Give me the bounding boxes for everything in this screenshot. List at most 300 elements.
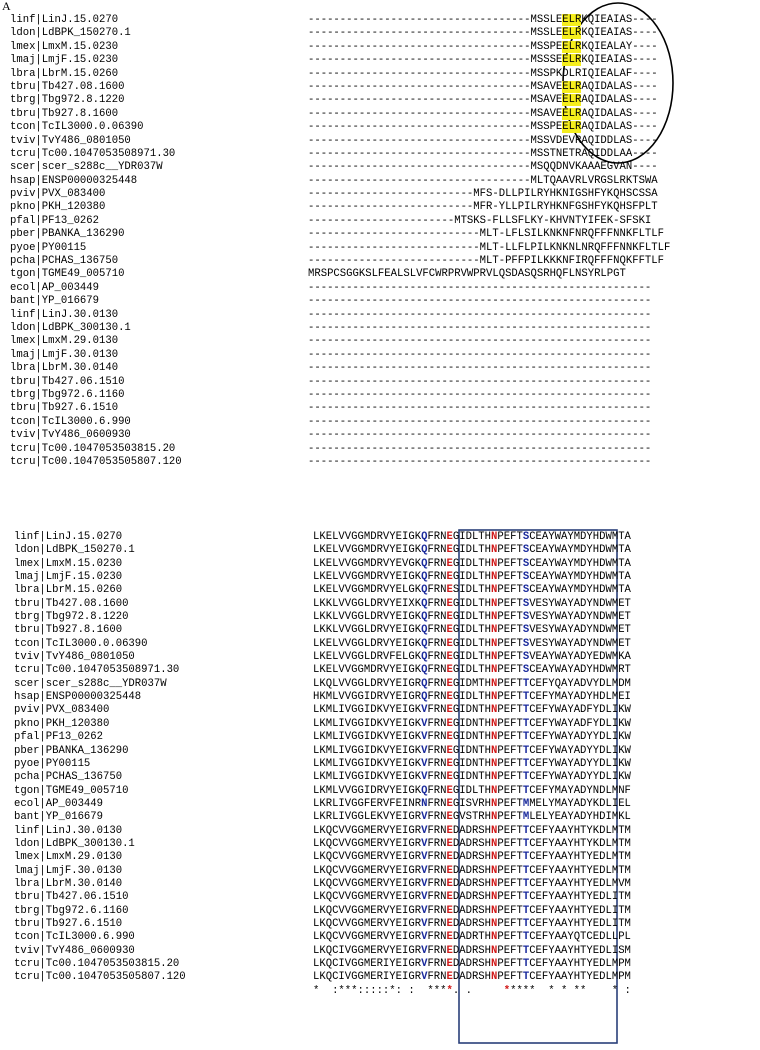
highlighted-residues: T — [522, 731, 530, 744]
highlighted-residues: N — [491, 704, 498, 717]
highlighted-residues: Q — [421, 584, 428, 597]
residues: LKQCVVGGMERVYEIGR — [313, 877, 422, 890]
residues: -----------------------MTSKS-FLLSFLKY-KHVNTYIFEK-SFSKI — [308, 214, 652, 227]
sequence-id: lmaj|LmjF.30.0130 — [14, 864, 123, 877]
sequence-residues — [308, 282, 651, 295]
sequence-residues — [313, 611, 631, 624]
residues: GIDLTH — [452, 611, 492, 624]
highlighted-residues: V — [421, 731, 428, 744]
alignment-row — [0, 14, 760, 27]
highlighted-residues: V — [421, 824, 428, 837]
sequence-residues — [308, 175, 658, 188]
consensus-mark: * — [446, 984, 453, 997]
residues: ------------------------------------------------------ — [308, 388, 652, 401]
residues: ------------------------------------------------------ — [308, 362, 652, 375]
sequence-id: tviv|TvY486_0600930 — [14, 944, 135, 957]
highlighted-residues: N — [491, 757, 498, 770]
residues: LKRLIVGGFERVFEINR — [313, 797, 422, 810]
highlighted-residues: E — [446, 958, 453, 970]
highlighted-residues: V — [421, 891, 428, 904]
alignment-row — [0, 945, 760, 958]
residues: DADRSH — [452, 837, 492, 850]
highlighted-residues: T — [522, 784, 530, 797]
residues: LKQCIVGGMERIYEIGR — [313, 958, 422, 970]
highlighted-residues: N — [491, 958, 498, 970]
alignment-row — [0, 429, 760, 442]
residues: PEFT — [497, 944, 523, 957]
residues: FRN — [427, 931, 447, 944]
residues: FRN — [427, 837, 447, 850]
residues: FRN — [427, 958, 447, 970]
sequence-id: lmaj|LmjF.30.0130 — [10, 348, 119, 361]
highlighted-residues: T — [522, 837, 530, 850]
highlighted-residues: N — [421, 797, 428, 810]
sequence-id: pyoe|PY00115 — [10, 241, 87, 254]
residues: VESYWAYADYNDWMET — [529, 611, 631, 624]
sequence-id: tbrg|Tbg972.8.1220 — [14, 611, 129, 624]
residues: CEFYQAYADVYDLMDM — [529, 677, 631, 690]
residues: PEFT — [497, 624, 523, 637]
alignment-row — [0, 624, 760, 637]
highlighted-residues: N — [491, 877, 498, 890]
highlighted-residues: T — [522, 971, 530, 984]
highlighted-residues: E — [446, 877, 453, 890]
residues: ------------------------------------------------------ — [308, 415, 652, 428]
alignment-row — [0, 558, 760, 571]
sequence-residues — [313, 624, 631, 637]
highlighted-residues: N — [491, 624, 498, 637]
sequence-id: lmaj|LmjF.15.0230 — [10, 54, 119, 67]
residues: LKQCIVGGMERIYEIGR — [313, 971, 422, 984]
residues: FRN — [427, 851, 447, 864]
sequence-id: tgon|TGME49_005710 — [10, 268, 125, 281]
sequence-residues — [313, 785, 631, 798]
alignment-row — [0, 443, 760, 456]
highlighted-residues: Q — [421, 651, 428, 664]
sequence-id: scer|scer_s288c__YDR037W — [10, 161, 163, 174]
sequence-id: lbra|LbrM.30.0140 — [10, 362, 119, 375]
alignment-row — [0, 108, 760, 121]
residues: CEFYWAYADYYDLIKW — [529, 771, 631, 784]
highlighted-residues: E — [446, 571, 453, 584]
residues: GIDLTH — [452, 691, 492, 704]
sequence-id: ecol|AP_003449 — [14, 797, 104, 810]
residues: DADRSH — [452, 904, 492, 917]
residues: FRN — [427, 944, 447, 957]
residues: FRN — [427, 624, 447, 637]
residues: LKQCVVGGMERVYEIGR — [313, 931, 422, 944]
sequence-residues — [313, 931, 631, 944]
residues: --------------------------MFS-DLLPILRYHKNIGSHFYKQHSCSSA — [308, 188, 658, 201]
residues: PEFT — [497, 824, 523, 837]
highlighted-residues: E — [446, 771, 453, 784]
residues: FRN — [427, 637, 447, 650]
sequence-id: lmex|LmxM.15.0230 — [10, 40, 119, 53]
highlighted-residues: Q — [421, 624, 428, 637]
residues: GIDLTH — [452, 531, 492, 543]
alignment-row — [0, 971, 760, 984]
sequence-id: pcha|PCHAS_136750 — [10, 255, 119, 268]
highlighted-residues: N — [491, 837, 498, 850]
panel-label: A — [2, 0, 11, 13]
residues: FRN — [427, 971, 447, 984]
sequence-id: tbrg|Tbg972.8.1220 — [10, 94, 125, 107]
highlighted-residues: S — [522, 664, 530, 677]
highlighted-residues: N — [491, 944, 498, 957]
consensus-symbols — [313, 985, 631, 998]
residues: PEFT — [497, 611, 523, 624]
sequence-id: ecol|AP_003449 — [10, 281, 100, 294]
residues: PEFT — [497, 877, 523, 890]
sequence-residues — [308, 242, 670, 255]
highlighted-residues: T — [522, 864, 530, 877]
highlighted-residues: N — [491, 531, 498, 543]
highlighted-residues: V — [421, 771, 428, 784]
highlighted-residues: Q — [421, 531, 428, 543]
highlighted-residues: N — [491, 664, 498, 677]
sequence-id: ldon|LdBPK_300130.1 — [10, 321, 131, 334]
sequence-id: pfal|PF13_0262 — [10, 214, 100, 227]
highlighted-residues: T — [522, 717, 530, 730]
sequence-residues — [313, 584, 631, 597]
alignment-row — [0, 228, 760, 241]
residues: PEFT — [497, 571, 523, 584]
residues: -----------------------------------MSSPE — [308, 121, 563, 134]
highlighted-residues: E — [446, 731, 453, 744]
residues: KQIEAIAS---- — [581, 54, 658, 67]
highlighted-residues: E — [446, 704, 453, 717]
sequence-residues — [313, 745, 631, 758]
residues: PEFT — [497, 557, 523, 570]
sequence-id: tcon|TcIL3000.6.990 — [10, 415, 131, 428]
residues: LKKLVVGGLDRVYEIGK — [313, 611, 422, 624]
residues: ------------------------------------------------------ — [308, 281, 652, 294]
sequence-residues — [308, 295, 651, 308]
alignment-row — [0, 798, 760, 811]
alignment-row — [0, 758, 760, 771]
highlighted-residues: S — [522, 597, 530, 610]
residues: CEFYAAYHTYEDLMTM — [529, 864, 631, 877]
highlighted-residues: E — [446, 864, 453, 877]
sequence-residues — [313, 664, 631, 677]
highlighted-residues: E — [446, 611, 453, 624]
residues: FRN — [427, 691, 447, 704]
alignment-row — [0, 584, 760, 597]
highlighted-residues: N — [491, 824, 498, 837]
residues: GIDNTH — [452, 717, 492, 730]
sequence-id: pber|PBANKA_136290 — [14, 744, 129, 757]
residues: FRN — [427, 544, 447, 557]
highlighted-residues: T — [522, 771, 530, 784]
highlighted-residues: N — [491, 971, 498, 984]
sequence-residues — [308, 268, 626, 281]
residues: ------------------------------------------------------ — [308, 455, 652, 468]
highlighted-residues: T — [522, 917, 530, 930]
sequence-residues — [308, 108, 658, 121]
residues: SIDLTH — [452, 584, 492, 597]
residues: ------------------------------------------------------ — [308, 442, 652, 455]
residues: FRN — [427, 864, 447, 877]
residues: LKELVVGGMDRVYEIGK — [313, 544, 422, 557]
residues: KQIEALAY---- — [581, 40, 658, 53]
highlighted-residues: Q — [421, 571, 428, 584]
sequence-residues — [313, 718, 631, 731]
residues: FRN — [427, 597, 447, 610]
residues: CEAYWAYMDYHDWMTA — [529, 531, 631, 543]
residues: FRN — [427, 877, 447, 890]
residues: ---------------------------MLT-LLFLPILKNKNLNRQFFFNNKFLTLF — [308, 241, 671, 254]
highlighted-residues: ELR — [562, 40, 582, 53]
residues: LKELVVGGLDRVYEIGK — [313, 637, 422, 650]
residues: ------------------------------------------------------ — [308, 321, 652, 334]
residues: CEFYAAYHTYEDLMPM — [529, 958, 631, 970]
residues: PEFT — [497, 904, 523, 917]
highlighted-residues: S — [522, 651, 530, 664]
alignment-row — [0, 544, 760, 557]
sequence-residues — [313, 758, 631, 771]
residues: -----------------------------------MSSSE — [308, 54, 563, 67]
highlighted-residues: V — [421, 931, 428, 944]
highlighted-residues: S — [522, 571, 530, 584]
alignment-block-1 — [0, 14, 760, 469]
highlighted-residues: N — [491, 637, 498, 650]
sequence-id: tcon|TcIL3000.0.06390 — [10, 121, 144, 134]
sequence-id: ldon|LdBPK_300130.1 — [14, 837, 135, 850]
residues: GIDLTH — [452, 664, 492, 677]
sequence-residues — [308, 443, 651, 456]
sequence-id: scer|scer_s288c__YDR037W — [14, 677, 167, 690]
sequence-residues — [308, 81, 658, 94]
residues: LKQLVVGGLDRVYEIGR — [313, 677, 422, 690]
sequence-id: tbru|Tb427.08.1600 — [10, 80, 125, 93]
residues: HKMLVVGGIDRVYEIGR — [313, 691, 422, 704]
sequence-id: pviv|PVX_083400 — [10, 188, 106, 201]
highlighted-residues: V — [421, 837, 428, 850]
alignment-row — [0, 598, 760, 611]
highlighted-residues: E — [446, 544, 453, 557]
residues: GISVRH — [452, 797, 492, 810]
residues: MRSPCSGGKSLFEALSLVFCWRPRVWPRVLQSDASQSRHQFLNSYRLPGT — [308, 268, 626, 281]
residues: FRN — [427, 744, 447, 757]
sequence-id: tcon|TcIL3000.0.06390 — [14, 637, 148, 650]
sequence-residues — [313, 704, 631, 717]
highlighted-residues: E — [446, 811, 453, 824]
residues: -----------------------------------MSAVE — [308, 94, 563, 107]
alignment-row — [0, 838, 760, 851]
residues: FRN — [427, 784, 447, 797]
alignment-row — [0, 255, 760, 268]
sequence-residues — [313, 798, 631, 811]
highlighted-residues: V — [421, 971, 428, 984]
alignment-row — [0, 865, 760, 878]
highlighted-residues: N — [491, 784, 498, 797]
residues: VESYWAYADYNDWMET — [529, 637, 631, 650]
highlighted-residues: T — [522, 691, 530, 704]
residues: GIDNTH — [452, 704, 492, 717]
sequence-id: lmex|LmxM.29.0130 — [14, 851, 123, 864]
highlighted-residues: E — [446, 584, 453, 597]
alignment-row — [0, 349, 760, 362]
residues: CEFYAAYHTYEDLISM — [529, 944, 631, 957]
residues: CEFYAAYHTYEDLITM — [529, 904, 631, 917]
sequence-id: pfal|PF13_0262 — [14, 731, 104, 744]
highlighted-residues: ELR — [562, 14, 582, 26]
sequence-id: pcha|PCHAS_136750 — [14, 771, 123, 784]
residues: GIDLTH — [452, 637, 492, 650]
highlighted-residues: N — [491, 771, 498, 784]
residues: CEAYWAYADYHDWMRT — [529, 664, 631, 677]
sequence-residues — [308, 376, 651, 389]
residues: DADRSH — [452, 958, 492, 970]
residues: FRN — [427, 677, 447, 690]
residues: AQIDALAS---- — [581, 94, 658, 107]
sequence-residues — [308, 255, 664, 268]
sequence-residues — [308, 27, 658, 40]
residues: FRN — [427, 531, 447, 543]
residues: CEFYAAYQTCEDLLPL — [529, 931, 631, 944]
residues: CEAYWAYMDYHDWMTA — [529, 571, 631, 584]
residues: ------------------------------------------------------ — [308, 429, 652, 442]
alignment-row — [0, 268, 760, 281]
highlighted-residues: E — [446, 597, 453, 610]
sequence-id: lmex|LmxM.15.0230 — [14, 557, 123, 570]
alignment-row — [0, 771, 760, 784]
residues: -----------------------------------MSSVDEVRAQIDDLAS---- — [308, 134, 658, 147]
highlighted-residues: ELR — [562, 54, 582, 67]
highlighted-residues: V — [421, 717, 428, 730]
alignment-row — [0, 825, 760, 838]
sequence-id: linf|LinJ.15.0270 — [10, 14, 119, 26]
highlighted-residues: V — [421, 744, 428, 757]
residues: CEFYAAYHTYEDLITM — [529, 917, 631, 930]
residues: PEFT — [497, 811, 523, 824]
residues: FRN — [427, 731, 447, 744]
sequence-residues — [308, 14, 658, 27]
residues: LKRLIVGGLEKVYEIGR — [313, 811, 422, 824]
highlighted-residues: N — [491, 611, 498, 624]
alignment-row — [0, 402, 760, 415]
sequence-id: tbrg|Tbg972.6.1160 — [10, 388, 125, 401]
alignment-row — [0, 456, 760, 469]
alignment-row — [0, 745, 760, 758]
consensus-mark: . . — [452, 984, 504, 997]
residues: FRN — [427, 584, 447, 597]
alignment-row — [0, 322, 760, 335]
highlighted-residues: N — [491, 691, 498, 704]
alignment-row — [0, 691, 760, 704]
highlighted-residues: N — [491, 811, 498, 824]
highlighted-residues: T — [522, 891, 530, 904]
highlighted-residues: S — [522, 544, 530, 557]
residues: LKMLIVGGIDKVYEIGK — [313, 704, 422, 717]
alignment-row — [0, 188, 760, 201]
alignment-row — [0, 295, 760, 308]
residues: PEFT — [497, 717, 523, 730]
residues: AQIDALAS---- — [581, 80, 658, 93]
highlighted-residues: E — [446, 971, 453, 984]
highlighted-residues: E — [446, 851, 453, 864]
sequence-id: pviv|PVX_083400 — [14, 704, 110, 717]
residues: PEFT — [497, 864, 523, 877]
alignment-row — [0, 282, 760, 295]
residues: CEFYAAYHTYKDLMTM — [529, 837, 631, 850]
sequence-id: tbru|Tb927.8.1600 — [14, 624, 123, 637]
residues: CEAYWAYMDYHDWMTA — [529, 557, 631, 570]
residues: GIDNTH — [452, 771, 492, 784]
residues: FRN — [427, 797, 447, 810]
sequence-id: tcru|Tc00.1047053508971.30 — [10, 147, 176, 160]
highlighted-residues: Q — [421, 597, 428, 610]
sequence-residues — [308, 228, 664, 241]
sequence-residues — [313, 825, 631, 838]
residues: KQIEAIAS---- — [581, 14, 658, 26]
residues: GIDLTH — [452, 544, 492, 557]
highlighted-residues: ELR — [562, 121, 582, 134]
sequence-residues — [313, 905, 631, 918]
residues: ---------------------------MLT-LFLSILKNKNFNRQFFFNNKFLTLF — [308, 228, 665, 241]
residues: PEFT — [497, 797, 523, 810]
sequence-id: bant|YP_016679 — [10, 295, 100, 308]
highlighted-residues: V — [421, 864, 428, 877]
highlighted-residues: N — [491, 557, 498, 570]
alignment-row — [0, 362, 760, 375]
residues: PEFT — [497, 757, 523, 770]
alignment-row — [0, 27, 760, 40]
highlighted-residues: N — [491, 744, 498, 757]
highlighted-residues: Q — [421, 677, 428, 690]
residues: CEFYAAYHTYKDLMTM — [529, 824, 631, 837]
highlighted-residues: N — [491, 651, 498, 664]
highlighted-residues: T — [522, 877, 530, 890]
sequence-id: hsap|ENSP00000325448 — [14, 691, 142, 704]
residues: PEFT — [497, 704, 523, 717]
residues: ------------------------------------------------------ — [308, 295, 652, 308]
sequence-id: tviv|TvY486_0801050 — [10, 134, 131, 147]
alignment-row — [0, 41, 760, 54]
highlighted-residues: E — [446, 664, 453, 677]
alignment-row — [0, 958, 760, 971]
highlighted-residues: E — [446, 744, 453, 757]
residues: PEFT — [497, 771, 523, 784]
sequence-id: linf|LinJ.15.0270 — [14, 531, 123, 543]
residues: ------------------------------------------------------ — [308, 335, 652, 348]
residues: -----------------------------------MLTQAAVRLVRGSLRKTSWA — [308, 174, 658, 187]
highlighted-residues: V — [421, 811, 428, 824]
residues: PEFT — [497, 664, 523, 677]
alignment-row — [0, 931, 760, 944]
alignment-row — [0, 81, 760, 94]
highlighted-residues: N — [491, 904, 498, 917]
residues: GIDLTH — [452, 651, 492, 664]
alignment-row — [0, 242, 760, 255]
residues: LKQCVVGGMERVYEIGR — [313, 864, 422, 877]
highlighted-residues: E — [446, 904, 453, 917]
residues: -----------------------------------MSSPKDLRIQIEALAF---- — [308, 67, 658, 80]
residues: PEFT — [497, 917, 523, 930]
residues: FRN — [427, 757, 447, 770]
sequence-id: tbrg|Tbg972.6.1160 — [14, 904, 129, 917]
residues: LKQCVVGGMERVYEIGR — [313, 917, 422, 930]
residues: PEFT — [497, 971, 523, 984]
sequence-residues — [308, 429, 651, 442]
highlighted-residues: M — [522, 811, 530, 824]
sequence-residues — [313, 811, 631, 824]
highlighted-residues: V — [421, 958, 428, 970]
highlighted-residues: T — [522, 677, 530, 690]
residues: LKQCVVGGMERVYEIGR — [313, 851, 422, 864]
residues: VESYWAYADYNDWMET — [529, 624, 631, 637]
sequence-residues — [308, 148, 658, 161]
